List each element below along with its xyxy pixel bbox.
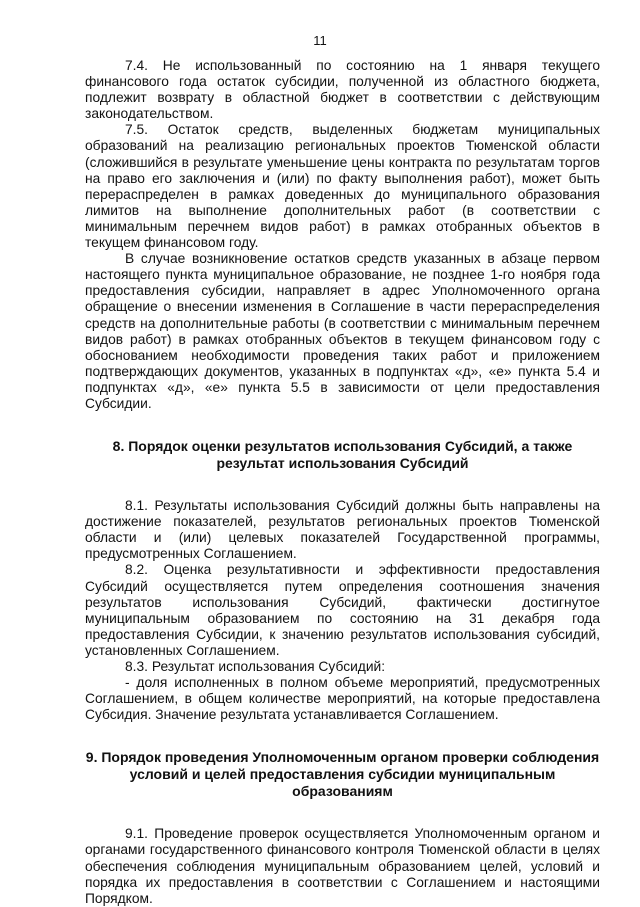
paragraph-8-1: 8.1. Результаты использования Субсидий должны быть направлены на достижение показателей, результатов региональных проектов Тюменской области и (или) целевых показателей Государственной программы, предусмотренных Соглашением. xyxy=(85,498,600,562)
paragraph-8-2: 8.2. Оценка результативности и эффективности предоставления Субсидий осуществляется путем определения соотношения значения результатов использования Субсидий, фактически достигнутое муниципальным образованием по состоянию на 31 декабря года предоставления Субсидии, к значению результатов использования субсидий, установленных Соглашением. xyxy=(85,562,600,658)
paragraph-7-5-second: В случае возникновение остатков средств указанных в абзаце первом настоящего пункта муниципальное образование, не позднее 1-го ноября года предоставления субсидии, направляет в адрес Уполномоченного органа обращение о внесении изменения в Соглашение в части перераспределения средств на дополнительные работы (в соответствии с минимальным перечнем видов работ) в рамках отобранных объектов в текущем финансовом году с обоснованием необходимости проведения таких работ и приложением подтверждающих документов, указанных в подпунктах «д», «е» пункта 5.4 и подпунктах «д», «е» пункта 5.5 в зависимости от цели предоставления Субсидии. xyxy=(85,251,600,411)
paragraph-7-5: 7.5. Остаток средств, выделенных бюджетам муниципальных образований на реализацию региональных проектов Тюменской области (сложившийся в результате уменьшение цены контракта по результатам торгов на право его заключения и (или) по факту выполнения работ), может быть перераспределен в рамках доведенных до муниципального образования лимитов на выполнение дополнительных работ (в соответствии с минимальным перечнем видов работ) в рамках отобранных объектов в текущем финансовом году. xyxy=(85,122,600,251)
section-8-heading: 8. Порядок оценки результатов использования Субсидий, а также результат использования Субсидий xyxy=(112,438,573,472)
paragraph-8-3-item: - доля исполненных в полном объеме мероприятий, предусмотренных Соглашением, в общем количестве мероприятий, на которые предоставлена Субсидия. Значение результата устанавливается Соглашением. xyxy=(85,675,600,723)
paragraph-9-1: 9.1. Проведение проверок осуществляется Уполномоченным органом и органами государственного финансового контроля Тюменской области в целях обеспечения соблюдения муниципальным образованием целей, условий и порядка их предоставления в соответствии с Соглашением и настоящими Порядком. xyxy=(85,826,600,906)
document-body xyxy=(85,58,600,907)
page-number: 11 xyxy=(313,33,327,48)
paragraph-7-4: 7.4. Не использованный по состоянию на 1 января текущего финансового года остаток субсидии, полученной из областного бюджета, подлежит возврату в областной бюджет в соответствии с действующим законодательством. xyxy=(85,58,600,122)
paragraph-8-3: 8.3. Результат использования Субсидий: xyxy=(125,659,386,674)
section-9-heading: 9. Порядок проведения Уполномоченным органом проверки соблюдения условий и целей предоставления субсидии муниципальным образованиям xyxy=(85,749,600,800)
